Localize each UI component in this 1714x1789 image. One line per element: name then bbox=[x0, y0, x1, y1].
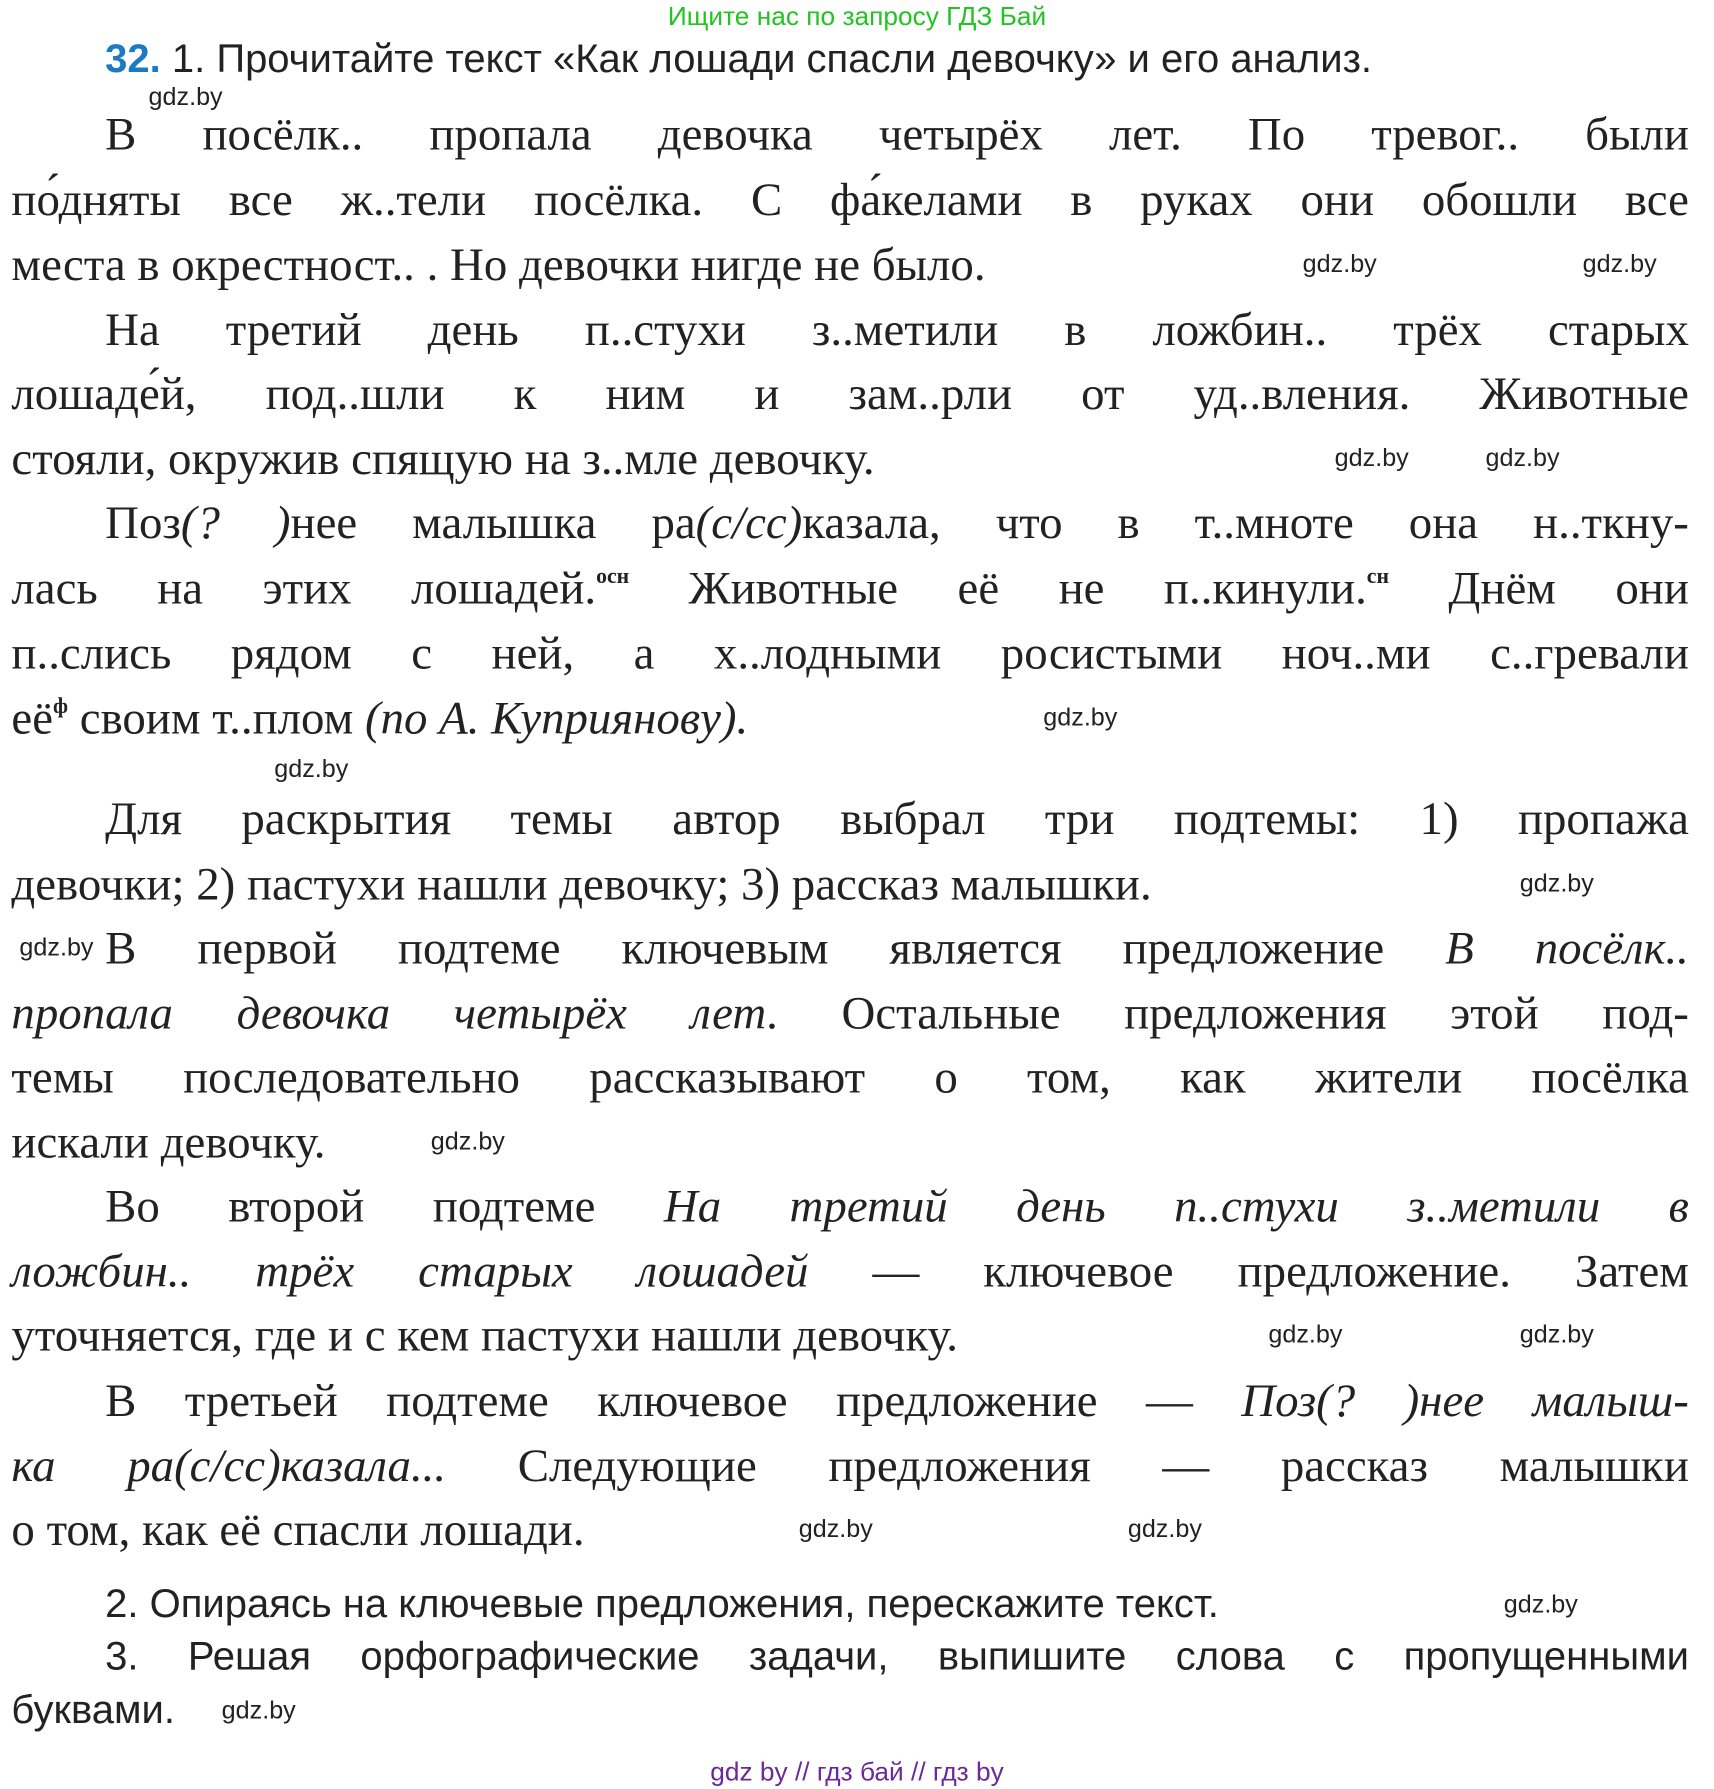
text-segment: В посёлк.. пропала девочка четырёх лет. По тревог.. были bbox=[105, 107, 1689, 160]
text-line bbox=[11, 433, 1688, 483]
text-line bbox=[11, 627, 1688, 677]
italic-text: ложбин.. трёх старых лошадей bbox=[11, 1244, 809, 1297]
text-line bbox=[11, 1310, 1688, 1360]
text-segment: п..слись рядом с ней, а х..лодными росистыми ноч..ми с..гревали bbox=[11, 626, 1689, 679]
italic-text: (с/сс) bbox=[695, 495, 803, 549]
watermark: gdz.by bbox=[1503, 1589, 1578, 1619]
italic-text: пропала девочка четырёх лет bbox=[11, 986, 767, 1039]
italic-text: (по А. Куприянову). bbox=[364, 691, 749, 744]
text-segment: лошаде́й, под..шли к ним и зам..рли от уд..вления. Животные bbox=[11, 366, 1689, 420]
text-segment: Во второй подтеме bbox=[105, 1179, 664, 1232]
text-segment: Следующие предложения — рассказ малышки bbox=[446, 1438, 1689, 1492]
text-segment: места в окрестност.. . Но девочки нигде не было. bbox=[11, 237, 986, 291]
text-line bbox=[105, 109, 1689, 159]
sentence-type-mark: сн bbox=[1366, 564, 1389, 589]
watermark: gdz.by bbox=[1582, 249, 1657, 278]
text-segment: Днём они bbox=[1388, 561, 1689, 614]
text-segment: искали девочку. bbox=[11, 1115, 326, 1168]
watermark: gdz.by bbox=[1268, 1319, 1343, 1349]
text-segment: девочки; 2) пастухи нашли девочку; 3) рассказ малышки. bbox=[11, 857, 1152, 910]
text-segment: Поз bbox=[105, 495, 181, 549]
search-hint-header: Ищите нас по запросу ГДЗ Бай bbox=[667, 1, 1047, 31]
text-line bbox=[11, 562, 1688, 612]
text-segment: . Остальные предложения этой под- bbox=[766, 986, 1689, 1039]
watermark: gdz.by bbox=[148, 82, 223, 111]
watermark: gdz.by bbox=[19, 932, 94, 962]
text-segment: Животные её не п..кинули. bbox=[629, 561, 1367, 614]
text-segment: её bbox=[11, 691, 54, 744]
text-segment: своим т..плом bbox=[68, 691, 365, 744]
text-line bbox=[105, 497, 1689, 547]
text-line bbox=[11, 368, 1688, 418]
text-segment: В третьей подтеме ключевое предложение — bbox=[105, 1373, 1242, 1427]
text-segment: — ключевое предложение. Затем bbox=[808, 1244, 1689, 1297]
text-line bbox=[11, 174, 1688, 224]
text-line bbox=[11, 1051, 1688, 1101]
text-segment: 2. Опираясь на ключевые предложения, перескажите текст. bbox=[105, 1581, 1219, 1627]
italic-text: В посёлк.. bbox=[1445, 921, 1689, 974]
text-line bbox=[11, 239, 1688, 289]
watermark: gdz.by bbox=[274, 754, 349, 783]
text-line bbox=[105, 1375, 1689, 1425]
watermark: gdz.by bbox=[221, 1695, 296, 1725]
sentence-type-mark: ф bbox=[53, 694, 69, 719]
text-line bbox=[11, 1116, 1688, 1166]
text-line bbox=[105, 922, 1689, 972]
text-line bbox=[105, 1579, 1689, 1629]
exercise-instruction: 1. Прочитайте текст «Как лошади спасли девочку» и его анализ. bbox=[171, 36, 1373, 82]
text-line bbox=[105, 304, 1689, 354]
text-line bbox=[105, 1180, 1689, 1230]
watermark: gdz.by bbox=[1302, 249, 1377, 278]
text-line bbox=[11, 692, 1688, 742]
text-segment: 3. Решая орфографические задачи, выпишите слова с пропущенными bbox=[105, 1634, 1689, 1679]
text-line bbox=[11, 1440, 1688, 1490]
text-line bbox=[11, 1246, 1688, 1296]
text-segment: по́дняты все ж..тели посёлка. С фа́келами в руках они обошли все bbox=[11, 172, 1689, 226]
watermark: gdz.by bbox=[1334, 443, 1409, 472]
text-segment: нее малышка ра bbox=[290, 495, 696, 549]
watermark: gdz.by bbox=[430, 1126, 505, 1156]
italic-text: (? ) bbox=[180, 495, 291, 549]
exercise-number: 32. bbox=[105, 36, 161, 82]
text-segment: Для раскрытия темы автор выбрал три подтемы: 1) пропажа bbox=[105, 791, 1689, 845]
footer-links: gdz by // гдз бай // гдз by bbox=[710, 1756, 1004, 1787]
italic-text: Поз(? )нее малыш- bbox=[1241, 1373, 1689, 1427]
text-segment: лась на этих лошадей. bbox=[11, 561, 597, 614]
text-segment: буквами. bbox=[11, 1687, 175, 1733]
watermark: gdz.by bbox=[798, 1514, 873, 1543]
text-line bbox=[105, 1632, 1689, 1682]
watermark: gdz.by bbox=[1485, 443, 1560, 472]
text-segment: о том, как её спасли лошади. bbox=[11, 1502, 585, 1556]
watermark: gdz.by bbox=[1043, 702, 1118, 732]
text-segment: На третий день п..стухи з..метили в ложбин.. трёх старых bbox=[105, 302, 1689, 356]
italic-text: ка ра(с/сс)казала... bbox=[11, 1438, 447, 1492]
watermark: gdz.by bbox=[1127, 1514, 1202, 1543]
text-segment: стояли, окружив спящую на з..мле девочку. bbox=[11, 431, 875, 485]
text-line bbox=[11, 858, 1688, 908]
exercise-title bbox=[105, 34, 1705, 84]
text-segment: казала, что в т..мноте она н..ткну- bbox=[802, 495, 1689, 549]
text-segment: В первой подтеме ключевым является предложение bbox=[105, 921, 1446, 974]
sentence-type-mark: осн bbox=[596, 564, 630, 589]
watermark: gdz.by bbox=[1519, 1319, 1594, 1349]
italic-text: На третий день п..стухи з..метили в bbox=[663, 1179, 1689, 1232]
text-segment: темы последовательно рассказывают о том, как жители посёлка bbox=[11, 1050, 1689, 1103]
watermark: gdz.by bbox=[1519, 868, 1594, 898]
text-segment: уточняется, где и с кем пастухи нашли девочку. bbox=[11, 1308, 959, 1361]
text-line bbox=[11, 987, 1688, 1037]
text-line bbox=[105, 793, 1689, 843]
